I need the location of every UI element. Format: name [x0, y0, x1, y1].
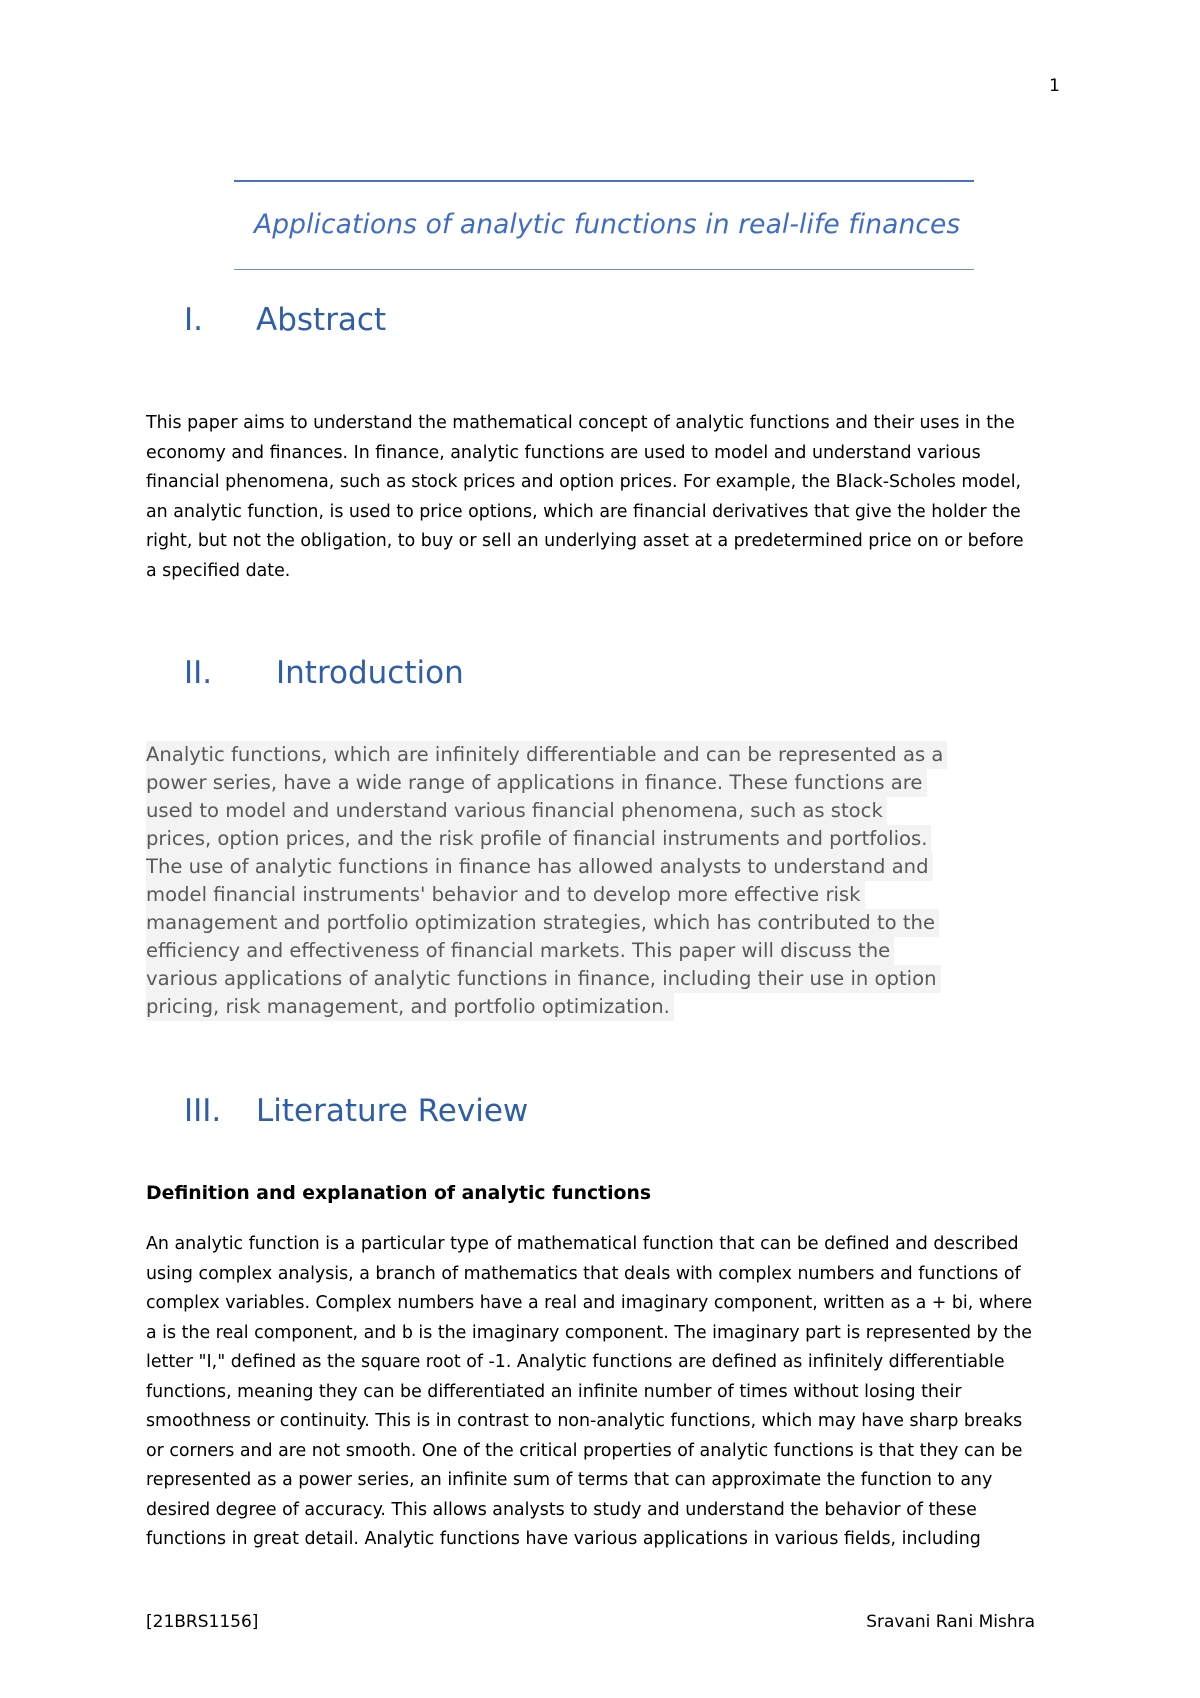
literature-line: or corners and are not smooth. One of the critical properties of analytic functions is that they can be: [146, 1440, 1023, 1461]
literature-title: Literature Review: [256, 1093, 529, 1129]
introduction-number: II.: [184, 655, 213, 691]
literature-line: represented as a power series, an infinite sum of terms that can approximate the function to any: [146, 1470, 993, 1490]
title-bottom-rule: [234, 269, 974, 270]
footer-author-name: Sravani Rani Mishra: [866, 1612, 1035, 1632]
introduction-line: various applications of analytic functions in finance, including their use in option: [146, 965, 941, 993]
introduction-paragraph: [146, 741, 1066, 1021]
introduction-title: Introduction: [276, 655, 464, 691]
introduction-line: power series, have a wide range of applications in finance. These functions are: [146, 769, 927, 797]
introduction-line: used to model and understand various financial phenomena, such as stock: [146, 797, 887, 825]
literature-line: smoothness or continuity. This is in contrast to non-analytic functions, which may have sharp breaks: [146, 1411, 1023, 1431]
abstract-line: an analytic function, is used to price options, which are financial derivatives that give the holder the: [146, 501, 1021, 522]
abstract-line: economy and finances. In finance, analytic functions are used to model and understand various: [146, 442, 981, 463]
abstract-line: financial phenomena, such as stock prices and option prices. For example, the Black-Scholes model,: [146, 472, 1022, 492]
literature-line: complex variables. Complex numbers have a real and imaginary component, written as a + bi, where: [146, 1293, 1033, 1313]
abstract-paragraph: [146, 409, 1076, 586]
literature-line: using complex analysis, a branch of mathematics that deals with complex numbers and functions of: [146, 1263, 1021, 1284]
literature-line: An analytic function is a particular type of mathematical function that can be defined and described: [146, 1234, 1019, 1254]
literature-paragraph: [146, 1230, 1076, 1555]
page-number: 1: [1049, 76, 1060, 96]
introduction-line: efficiency and effectiveness of financial markets. This paper will discuss the: [146, 937, 894, 965]
literature-line: desired degree of accuracy. This allows analysts to study and understand the behavior of these: [146, 1499, 977, 1520]
title-block: [234, 180, 974, 270]
abstract-line: right, but not the obligation, to buy or sell an underlying asset at a predetermined price on or before: [146, 531, 1024, 551]
abstract-line: This paper aims to understand the mathematical concept of analytic functions and their uses in the: [146, 413, 1015, 433]
introduction-line: prices, option prices, and the risk profile of financial instruments and portfolios.: [146, 825, 931, 853]
literature-heading: [184, 1093, 528, 1129]
introduction-line: model financial instruments' behavior and to develop more effective risk: [146, 881, 865, 909]
footer-student-id: [21BRS1156]: [146, 1612, 259, 1632]
abstract-heading: [184, 302, 386, 338]
introduction-heading: [184, 655, 464, 691]
introduction-line: The use of analytic functions in finance has allowed analysts to understand and: [146, 853, 933, 881]
abstract-number: I.: [184, 302, 203, 338]
literature-line: letter "I," defined as the square root of -1. Analytic functions are defined as infinitely differentiable: [146, 1352, 1005, 1372]
abstract-title: Abstract: [256, 302, 387, 338]
document-title: Applications of analytic functions in real-life finances: [254, 209, 961, 240]
introduction-line: pricing, risk management, and portfolio optimization.: [146, 993, 674, 1021]
literature-line: functions in great detail. Analytic functions have various applications in various fields, including: [146, 1529, 981, 1549]
abstract-line: a specified date.: [146, 560, 291, 581]
introduction-line: Analytic functions, which are infinitely differentiable and can be represented as a: [146, 741, 947, 769]
introduction-line: management and portfolio optimization strategies, which has contributed to the: [146, 909, 939, 937]
literature-line: a is the real component, and b is the imaginary component. The imaginary part is represented by the: [146, 1322, 1032, 1343]
literature-line: functions, meaning they can be differentiated an infinite number of times without losing their: [146, 1381, 962, 1402]
literature-subheading: Definition and explanation of analytic functions: [146, 1183, 652, 1204]
literature-number: III.: [184, 1093, 222, 1129]
